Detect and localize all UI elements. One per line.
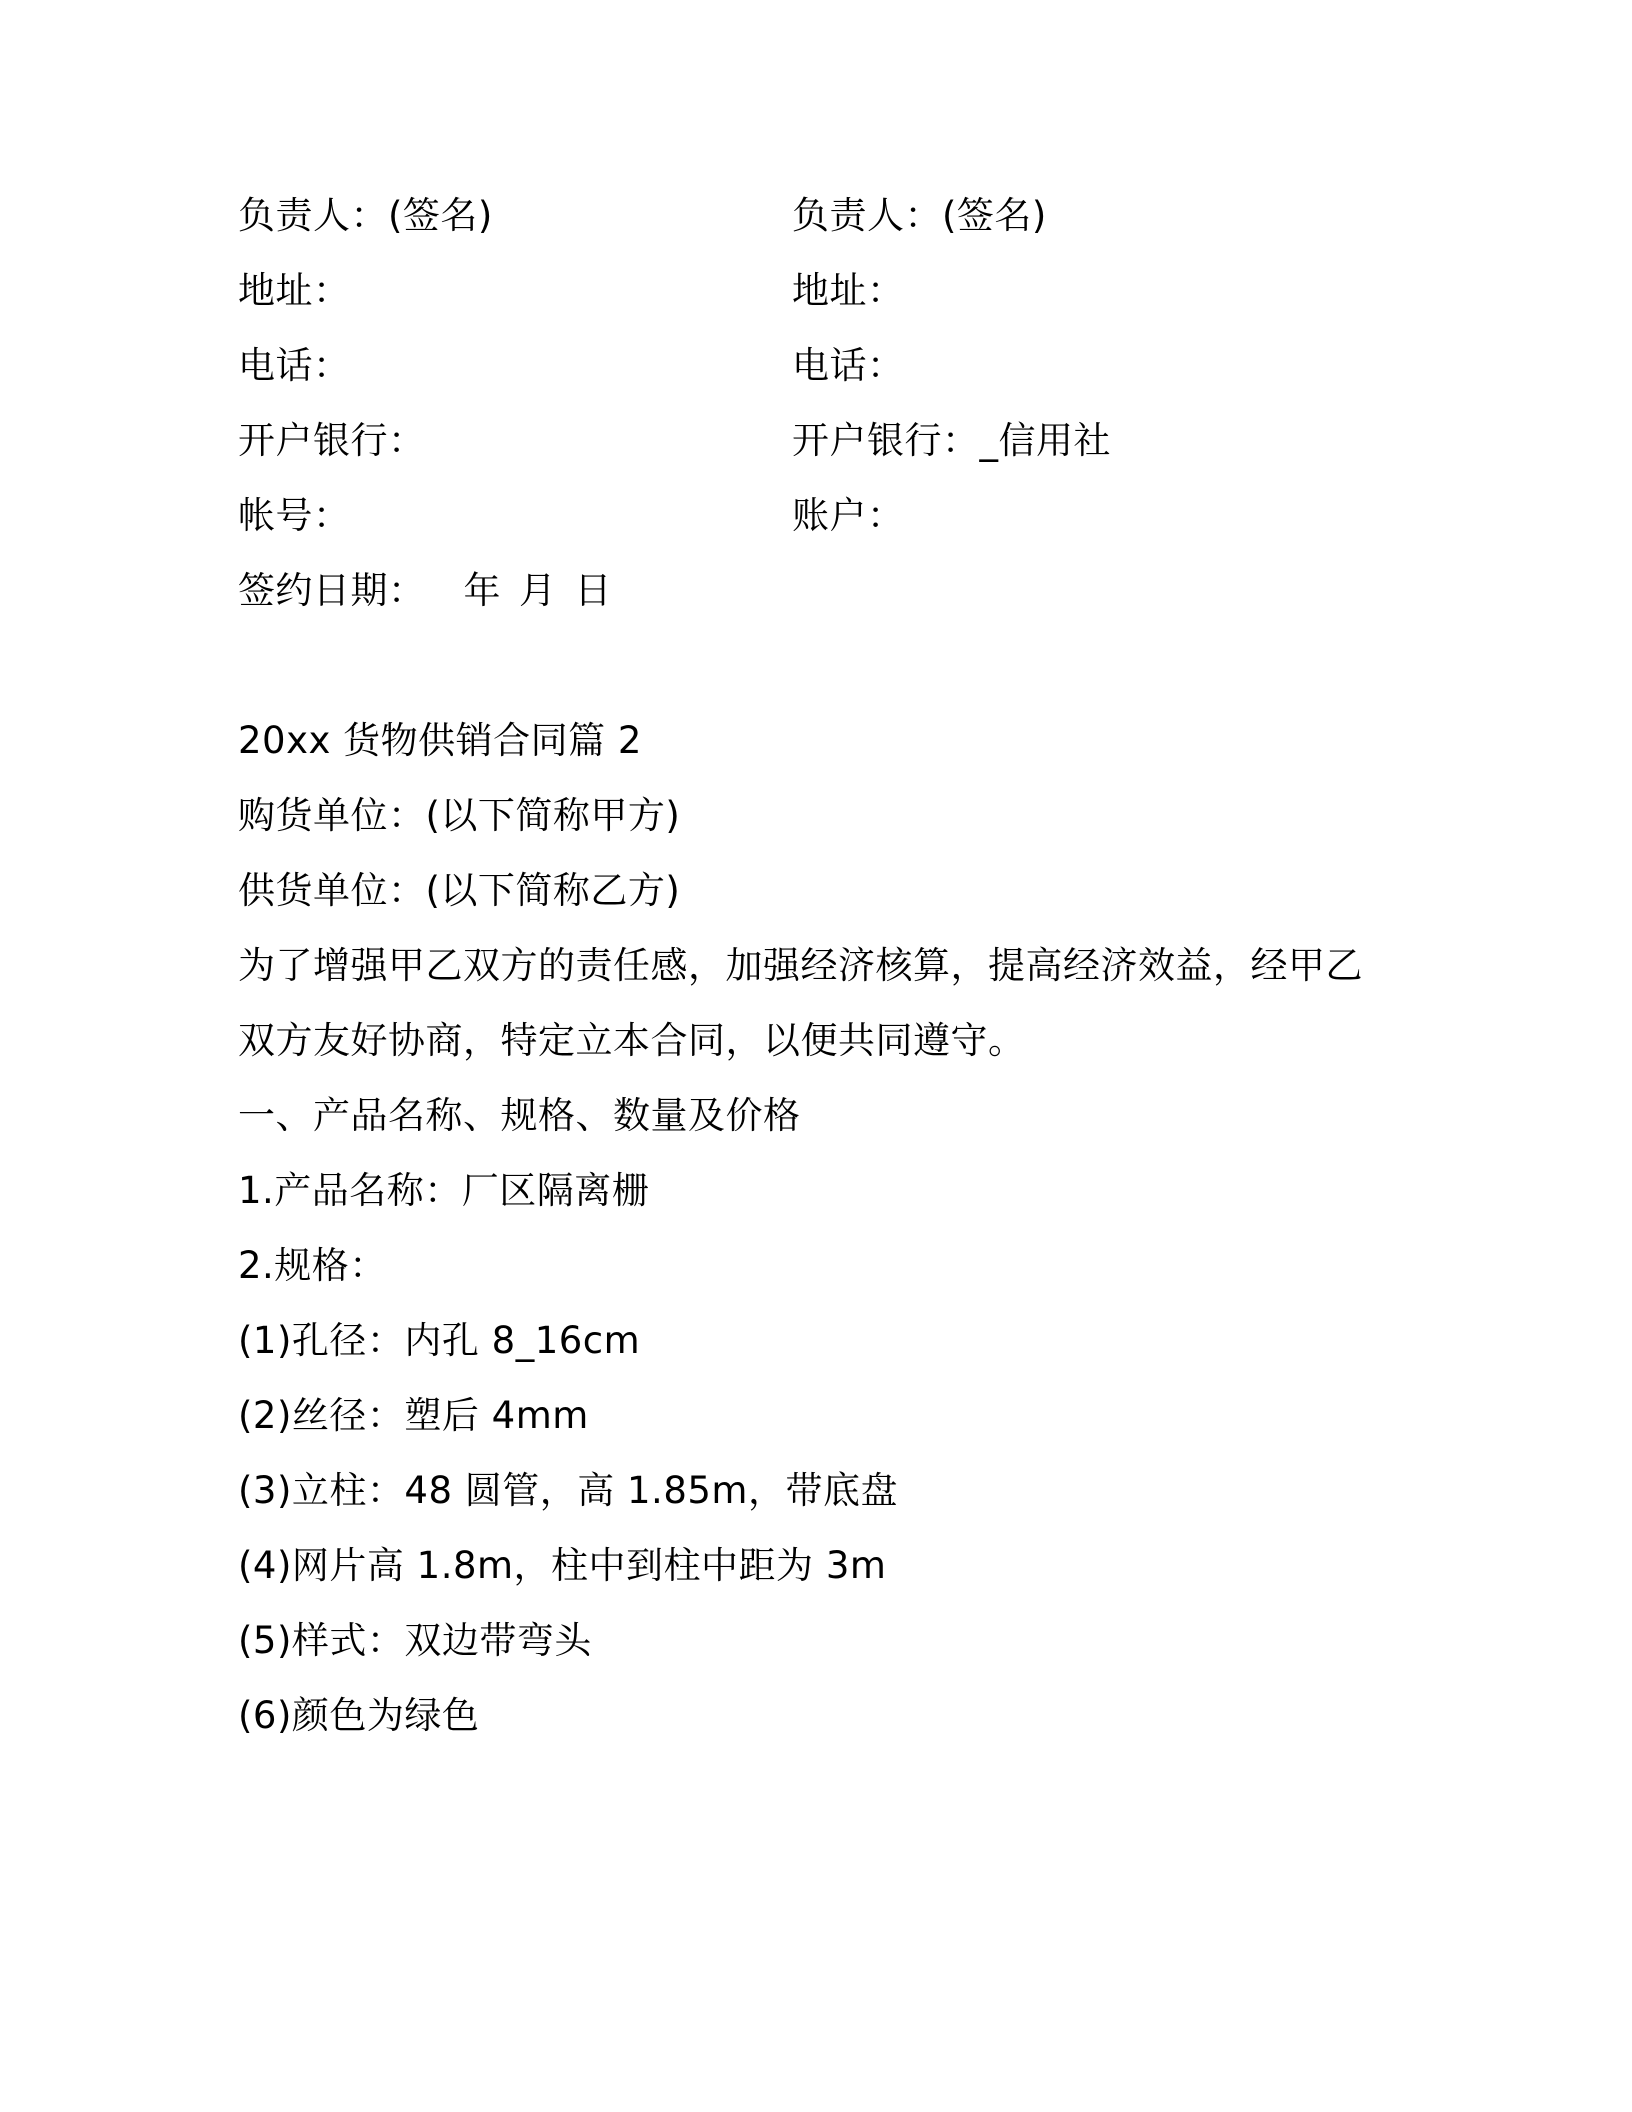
section-title: 20xx 货物供销合同篇 2: [238, 719, 642, 762]
party-a-phone-label: 电话：: [238, 344, 351, 387]
signing-date-label: 签约日期：: [238, 569, 426, 612]
party-a-person-label: 负责人：(签名): [238, 194, 493, 237]
signing-date: [238, 568, 612, 614]
spec-line: (2)丝径：塑后 4mm: [238, 1394, 589, 1437]
item-specifications: 2.规格：: [238, 1244, 387, 1287]
intro-paragraph-line-2: 双方友好协商，特定立本合同，以便共同遵守。: [238, 1019, 1026, 1062]
party-b-phone-label: 电话：: [792, 344, 905, 387]
spec-line: (5)样式：双边带弯头: [238, 1619, 592, 1662]
spec-line: (3)立柱：48 圆管，高 1.85m，带底盘: [238, 1469, 898, 1512]
party-b-person-label: 负责人：(签名): [792, 194, 1047, 237]
intro-paragraph-line-1: 为了增强甲乙双方的责任感，加强经济核算，提高经济效益，经甲乙: [238, 944, 1363, 987]
heading-product-info: 一、产品名称、规格、数量及价格: [238, 1094, 801, 1137]
spec-line: (1)孔径：内孔 8_16cm: [238, 1319, 641, 1362]
signing-date-day: 日: [574, 569, 612, 612]
buyer-line: 购货单位：(以下简称甲方): [238, 794, 681, 837]
item-product-name: 1.产品名称：厂区隔离栅: [238, 1169, 650, 1212]
party-a-address-label: 地址：: [238, 269, 351, 312]
party-b-account-label: 账户：: [792, 494, 905, 537]
party-b-bank-label: 开户银行：_信用社: [792, 419, 1111, 462]
supplier-line: 供货单位：(以下简称乙方): [238, 869, 681, 912]
party-a-bank-label: 开户银行：: [238, 419, 426, 462]
spec-line: (6)颜色为绿色: [238, 1694, 480, 1737]
spec-line: (4)网片高 1.8m，柱中到柱中距为 3m: [238, 1544, 887, 1587]
signing-date-year: 年: [463, 569, 501, 612]
signing-date-month: 月: [519, 569, 557, 612]
party-a-account-label: 帐号：: [238, 494, 351, 537]
party-b-address-label: 地址：: [792, 269, 905, 312]
